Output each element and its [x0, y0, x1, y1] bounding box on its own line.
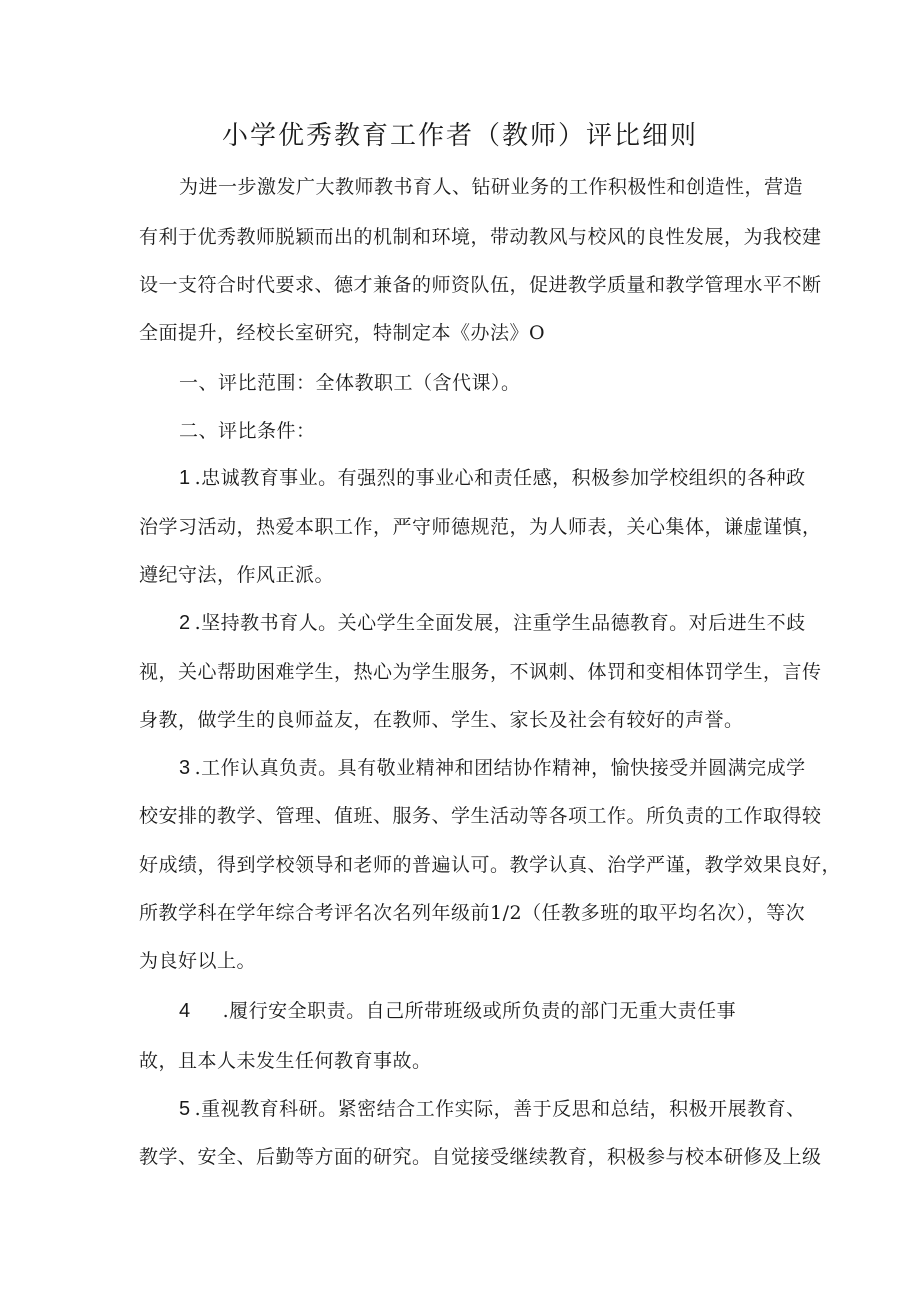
item-3-line-5: 为良好以上。 [139, 950, 257, 972]
intro-line-2: 有利于优秀教师脱颖而出的机制和环境，带动教风与校风的良性发展，为我校建 [139, 226, 822, 248]
item-text: .履行安全职责。自己所带班级或所负责的部门无重大责任事 [222, 1000, 737, 1022]
item-2-first-line [179, 608, 806, 638]
section-conditions: 二、评比条件： [179, 420, 316, 442]
item-3-first-line [179, 753, 806, 783]
section-scope: 一、评比范围：全体教职工（含代课）。 [179, 372, 521, 394]
item-number: 1 [179, 467, 191, 489]
item-4-line-2: 故，且本人未发生任何教育事故。 [139, 1050, 432, 1072]
item-text: .工作认真负责。具有敬业精神和团结协作精神，愉快接受并圆满完成学 [194, 757, 806, 779]
item-number: 4 [179, 1000, 191, 1022]
item-number: 5 [179, 1098, 191, 1120]
item-number: 3 [179, 757, 191, 779]
item-2-line-2: 视，关心帮助困难学生，热心为学生服务，不讽刺、体罚和变相体罚学生，言传 [139, 661, 822, 683]
item-text: .坚持教书育人。关心学生全面发展，注重学生品德教育。对后进生不歧 [194, 612, 806, 634]
item-text: .重视教育科研。紧密结合工作实际，善于反思和总结，积极开展教育、 [194, 1098, 806, 1120]
item-1-first-line [179, 463, 806, 493]
item-text: .忠诚教育事业。有强烈的事业心和责任感，积极参加学校组织的各种政 [194, 467, 806, 489]
item-5-line-2: 教学、安全、后勤等方面的研究。自觉接受继续教育，积极参与校本研修及上级 [139, 1146, 822, 1168]
item-number: 2 [179, 612, 191, 634]
document-title: 小学优秀教育工作者（教师）评比细则 [221, 121, 698, 151]
item-1-line-2: 治学习活动，热爱本职工作，严守师德规范，为人师表，关心集体，谦虚谨慎， [139, 516, 822, 538]
intro-line-3: 设一支符合时代要求、德才兼备的师资队伍，促进教学质量和教学管理水平不断 [139, 274, 822, 296]
item-3-line-3: 好成绩，得到学校领导和老师的普遍认可。教学认真、治学严谨，教学效果良好， [139, 854, 842, 876]
item-3-line-2: 校安排的教学、管理、值班、服务、学生活动等各项工作。所负责的工作取得较 [139, 805, 822, 827]
intro-line-4: 全面提升，经校长室研究，特制定本《办法》O [139, 322, 546, 344]
item-3-line-4: 所教学科在学年综合考评名次名列年级前1/2（任教多班的取平均名次），等次 [139, 902, 806, 924]
item-1-line-3: 遵纪守法，作风正派。 [139, 564, 335, 586]
item-5-first-line [179, 1094, 806, 1124]
item-4-first-line [179, 996, 789, 1026]
item-2-line-3: 身教，做学生的良师益友，在教师、学生、家长及社会有较好的声誉。 [139, 709, 744, 731]
intro-line-1: 为进一步激发广大教师教书育人、钻研业务的工作积极性和创造性，营造 [179, 176, 804, 198]
